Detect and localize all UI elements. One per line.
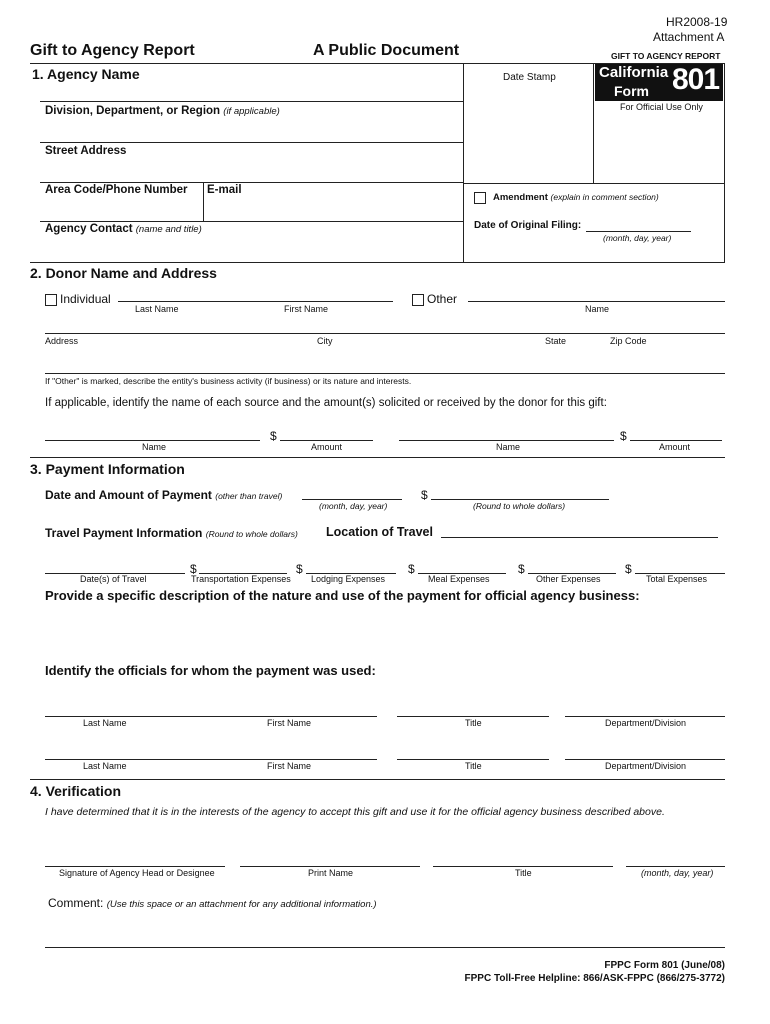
form-code: HR2008-19 — [666, 15, 728, 29]
phone-label: Area Code/Phone Number — [45, 184, 188, 196]
official2-dept-label: Department/Division — [605, 761, 687, 771]
signer-title-rule — [433, 866, 613, 867]
source1-name-field[interactable] — [45, 427, 258, 439]
signature-field[interactable] — [45, 852, 223, 865]
source2-amount-rule — [630, 440, 722, 441]
other-expense-field[interactable] — [528, 562, 614, 572]
form-number: 801 — [672, 63, 720, 96]
agency-contact-text: Agency Contact — [45, 223, 133, 235]
official1-dept-rule — [565, 716, 725, 717]
section1-bottom-rule — [30, 262, 725, 263]
travel-payment-text: Travel Payment Information — [45, 526, 203, 540]
travel-payment-label — [45, 526, 298, 540]
comment-field[interactable] — [45, 912, 723, 946]
division-rule — [40, 142, 463, 143]
donor-individual-name-field[interactable] — [118, 288, 391, 300]
print-name-rule — [240, 866, 420, 867]
phone-email-divider — [203, 182, 204, 222]
agency-contact-note: (name and title) — [135, 224, 202, 235]
comment-label-text: Comment: — [48, 896, 104, 910]
source2-amount-label: Amount — [659, 442, 691, 452]
location-travel-rule — [441, 537, 718, 538]
stamp-right-border — [593, 63, 594, 183]
meal-label: Meal Expenses — [428, 574, 490, 584]
official2-last-label: Last Name — [83, 761, 127, 771]
signature-label: Signature of Agency Head or Designee — [59, 868, 215, 878]
gift-to-agency-label: GIFT TO AGENCY REPORT — [611, 51, 721, 61]
official1-first-label: First Name — [267, 718, 312, 728]
other-exp-dollar-sign: $ — [518, 562, 525, 576]
signer-title-label: Title — [515, 868, 532, 878]
official2-dept-field[interactable] — [565, 745, 723, 758]
source1-amount-rule — [280, 440, 373, 441]
footer-form-id: FPPC Form 801 (June/08) — [604, 960, 725, 971]
donor-last-name-label: Last Name — [135, 304, 179, 314]
officials-heading: Identify the officials for whom the payment was used: — [45, 663, 376, 678]
travel-dates-field[interactable] — [45, 562, 183, 572]
date-stamp-label: Date Stamp — [503, 72, 556, 83]
transport-label: Transportation Expenses — [191, 574, 291, 584]
street-rule — [40, 182, 463, 183]
original-filing-label: Date of Original Filing: — [474, 220, 582, 231]
original-filing-date-field[interactable] — [586, 216, 690, 230]
frame-right-border — [724, 63, 725, 263]
other-checkbox[interactable] — [412, 294, 424, 306]
print-name-label: Print Name — [308, 868, 354, 878]
payment-amount-rule — [431, 499, 609, 500]
payment-date-rule — [302, 499, 402, 500]
other-description-note: If "Other" is marked, describe the entity's business activity (if business) or its nature and interests. — [45, 376, 412, 386]
donor-first-name-label: First Name — [284, 304, 329, 314]
phone-field[interactable] — [40, 198, 200, 220]
official1-title-rule — [397, 716, 549, 717]
description-heading: Provide a specific description of the nature and use of the payment for official agency business: — [45, 588, 640, 603]
phone-rule — [40, 221, 463, 222]
donor-other-name-field[interactable] — [468, 288, 723, 300]
california-label: California — [599, 64, 669, 81]
amendment-checkbox[interactable] — [474, 192, 486, 204]
date-amount-text: Date and Amount of Payment — [45, 488, 212, 502]
stamp-divider — [463, 63, 464, 263]
individual-name-rule — [118, 301, 393, 302]
section3-heading: 3. Payment Information — [30, 461, 185, 477]
lodging-label: Lodging Expenses — [311, 574, 386, 584]
donor-zip-label: Zip Code — [610, 336, 647, 346]
payment-amount-field[interactable] — [431, 486, 607, 498]
division-label-text: Division, Department, or Region — [45, 105, 221, 117]
email-label: E-mail — [207, 184, 242, 196]
amendment-text: Amendment — [493, 192, 548, 203]
donor-address-field[interactable] — [45, 318, 723, 332]
other-name-rule — [468, 301, 725, 302]
official2-title-label: Title — [465, 761, 482, 771]
other-description-rule — [45, 373, 725, 374]
sign-date-rule — [626, 866, 725, 867]
amendment-note: (explain in comment section) — [550, 192, 659, 202]
other-expense-label: Other Expenses — [536, 574, 601, 584]
comment-label — [48, 896, 377, 910]
agency-name-rule — [40, 101, 463, 102]
source2-name-field[interactable] — [399, 427, 612, 439]
official2-dept-rule — [565, 759, 725, 760]
transport-field[interactable] — [199, 562, 285, 572]
payment-date-note: (month, day, year) — [319, 501, 388, 511]
source2-amount-field[interactable] — [630, 427, 722, 439]
payment-dollar-sign: $ — [421, 488, 428, 502]
description-area[interactable] — [45, 606, 723, 660]
source1-amount-field[interactable] — [280, 427, 372, 439]
source2-name-rule — [399, 440, 614, 441]
agency-contact-field[interactable] — [40, 238, 458, 260]
division-field[interactable] — [40, 120, 458, 140]
donor-state-label: State — [545, 336, 567, 346]
section2-heading: 2. Donor Name and Address — [30, 265, 217, 281]
official2-name-rule — [45, 759, 377, 760]
source-instructions: If applicable, identify the name of each source and the amount(s) solicited or received by the donor for this gift: — [45, 397, 607, 409]
form-label: Form — [614, 83, 649, 99]
transport-dollar-sign: $ — [190, 562, 197, 576]
email-field[interactable] — [206, 198, 460, 220]
official2-name-field[interactable] — [45, 745, 375, 758]
official1-name-rule — [45, 716, 377, 717]
sign-date-field[interactable] — [626, 852, 723, 865]
stamp-bottom-rule — [463, 183, 725, 184]
other-label: Other — [427, 292, 458, 306]
individual-label: Individual — [60, 292, 111, 306]
date-amount-note: (other than travel) — [215, 491, 283, 501]
payment-date-field[interactable] — [302, 486, 400, 498]
signature-rule — [45, 866, 225, 867]
donor-address-rule — [45, 333, 725, 334]
donor-address-label: Address — [45, 336, 79, 346]
agency-name-field[interactable] — [40, 82, 458, 100]
amendment-label — [493, 192, 659, 203]
section4-heading: 4. Verification — [30, 783, 122, 799]
division-label — [45, 105, 280, 117]
source2-name-label: Name — [496, 442, 521, 452]
signer-title-field[interactable] — [433, 852, 611, 865]
total-dollar-sign: $ — [625, 562, 632, 576]
attachment-label: Attachment A — [653, 30, 725, 44]
footer-helpline: FPPC Toll-Free Helpline: 866/ASK-FPPC (866/275-3772) — [464, 973, 725, 984]
comment-note: (Use this space or an attachment for any additional information.) — [106, 899, 377, 910]
street-address-field[interactable] — [40, 160, 458, 180]
source1-amount-label: Amount — [311, 442, 343, 452]
official1-name-field[interactable] — [45, 702, 375, 715]
source1-name-rule — [45, 440, 260, 441]
public-document-label: A Public Document — [313, 42, 460, 59]
source1-dollar-sign: $ — [270, 429, 277, 443]
official2-first-label: First Name — [267, 761, 312, 771]
source1-name-label: Name — [142, 442, 167, 452]
section2-bottom-rule — [30, 457, 725, 458]
travel-dates-label: Date(s) of Travel — [80, 574, 147, 584]
individual-checkbox[interactable] — [45, 294, 57, 306]
location-travel-field[interactable] — [441, 524, 717, 536]
street-address-label: Street Address — [45, 145, 127, 157]
meal-dollar-sign: $ — [408, 562, 415, 576]
date-amount-label — [45, 488, 282, 502]
original-filing-note: (month, day, year) — [603, 233, 672, 243]
donor-city-label: City — [317, 336, 333, 346]
official1-dept-field[interactable] — [565, 702, 723, 715]
agency-contact-label — [45, 223, 202, 235]
total-expense-field[interactable] — [635, 562, 723, 572]
official1-title-field[interactable] — [397, 702, 547, 715]
original-filing-rule — [586, 231, 691, 232]
official1-last-label: Last Name — [83, 718, 127, 728]
lodging-dollar-sign: $ — [296, 562, 303, 576]
sign-date-label: (month, day, year) — [641, 868, 714, 878]
print-name-field[interactable] — [240, 852, 418, 865]
location-travel-label: Location of Travel — [326, 525, 433, 539]
official1-title-label: Title — [465, 718, 482, 728]
lodging-field[interactable] — [306, 562, 394, 572]
comment-rule — [45, 947, 725, 948]
total-expense-label: Total Expenses — [646, 574, 708, 584]
official2-title-field[interactable] — [397, 745, 547, 758]
verification-statement: I have determined that it is in the interests of the agency to accept this gift and use it for the official agency business described above. — [45, 806, 665, 818]
page-title: Gift to Agency Report — [30, 42, 195, 59]
section1-heading: 1. Agency Name — [32, 66, 140, 82]
official1-dept-label: Department/Division — [605, 718, 687, 728]
section3-bottom-rule — [30, 779, 725, 780]
source2-dollar-sign: $ — [620, 429, 627, 443]
official-use-label: For Official Use Only — [620, 102, 703, 112]
payment-amount-note: (Round to whole dollars) — [473, 501, 566, 511]
meal-field[interactable] — [418, 562, 504, 572]
official2-title-rule — [397, 759, 549, 760]
travel-payment-note: (Round to whole dollars) — [205, 529, 298, 539]
other-description-field[interactable] — [45, 358, 723, 372]
division-note: (if applicable) — [223, 106, 280, 117]
donor-name-label: Name — [585, 304, 610, 314]
